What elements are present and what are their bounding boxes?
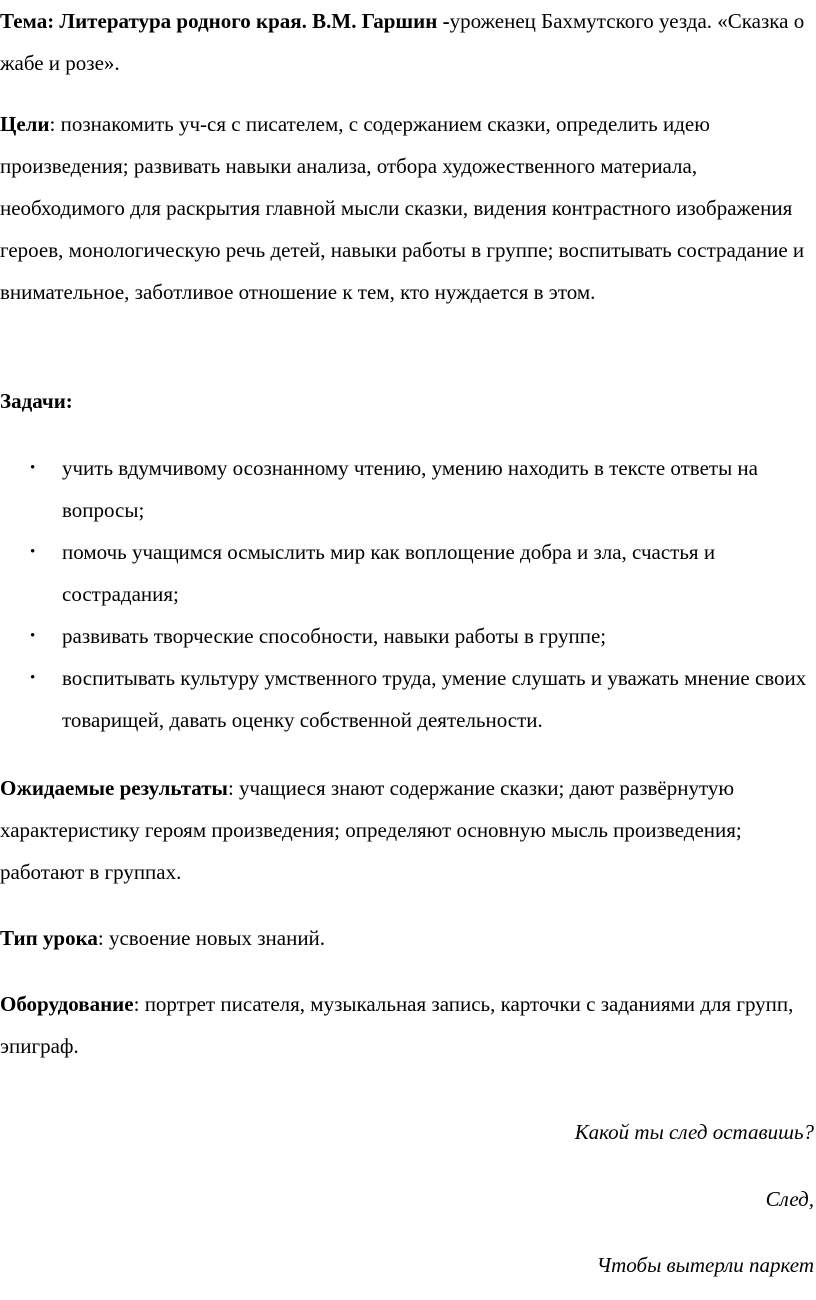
goals-paragraph — [0, 103, 816, 313]
list-item — [0, 447, 812, 531]
epigraph-line-1: Какой ты след оставишь? — [574, 1120, 814, 1144]
tasks-list — [0, 447, 812, 741]
epigraph-line-3: Чтобы вытерли паркет — [596, 1253, 814, 1277]
topic-text: уроженец Бахмутского уезда. «Сказка о жабе и розе». — [0, 9, 805, 75]
goals-text: : познакомить уч-ся с писателем, с содержанием сказки, определить идею произведения; развивать навыки анализа, отбора художественного материала, необходимого для раскрытия главной мысли сказки, видения контрастного изображения героев, монологическую речь детей, навыки работы в группе; воспитывать сострадание и внимательное, заботливое отношение к тем, кто нуждается в этом. — [0, 112, 805, 304]
bullet-icon: • — [30, 628, 36, 644]
task-text: учить вдумчивому осознанному чтению, умению находить в тексте ответы на вопросы; — [62, 456, 758, 522]
lesson-type-label: Тип урока — [0, 926, 98, 950]
epigraph-line-2: След, — [765, 1187, 814, 1211]
lesson-type-text: : усвоение новых знаний. — [97, 926, 326, 950]
topic-paragraph — [0, 0, 816, 84]
equipment-paragraph — [0, 983, 816, 1067]
task-text: помочь учащимся осмыслить мир как воплощение добра и зла, счастья и сострадания; — [62, 540, 716, 606]
bullet-icon: • — [30, 544, 36, 560]
equipment-label: Оборудование — [0, 992, 134, 1016]
list-item — [0, 615, 812, 657]
goals-label: Цели — [0, 112, 50, 136]
results-text: : учащиеся знают содержание сказки; дают развёрнутую характеристику героям произведения; определяют основную мысль произведения; работают в группах. — [0, 776, 742, 884]
topic-label: Тема: Литература родного края. В.М. Гаршин - — [0, 9, 450, 33]
bullet-icon: • — [30, 460, 36, 476]
bullet-icon: • — [30, 670, 36, 686]
list-item — [0, 531, 812, 615]
lesson-type-paragraph — [0, 917, 816, 959]
tasks-heading: Задачи: — [0, 389, 73, 413]
task-text: воспитывать культуру умственного труда, умение слушать и уважать мнение своих товарищей, давать оценку собственной деятельности. — [62, 666, 807, 732]
equipment-text: : портрет писателя, музыкальная запись, карточки с заданиями для групп, эпиграф. — [0, 992, 794, 1058]
task-text: развивать творческие способности, навыки работы в группе; — [62, 624, 607, 648]
results-label: Ожидаемые результаты — [0, 776, 228, 800]
results-paragraph — [0, 767, 816, 893]
list-item — [0, 657, 812, 741]
